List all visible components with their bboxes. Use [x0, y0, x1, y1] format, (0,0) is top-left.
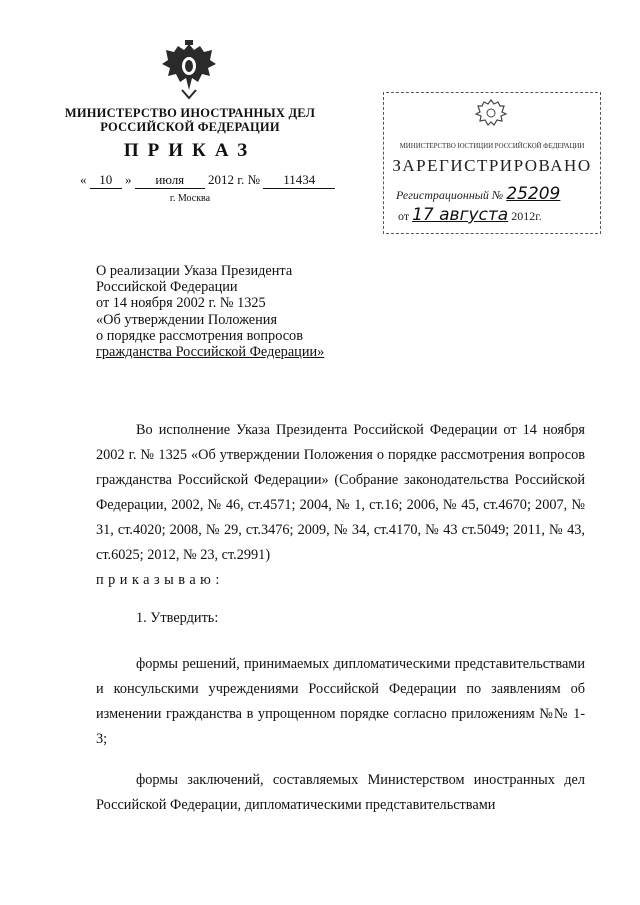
item-1-forms-decisions	[96, 652, 585, 752]
stamp-organization: МИНИСТЕРСТВО ЮСТИЦИИ РОССИЙСКОЙ ФЕДЕРАЦИИ	[399, 142, 585, 150]
item-1-heading: 1. Утвердить:	[136, 610, 219, 626]
stamp-emblem-icon	[474, 96, 508, 130]
preamble-paragraph	[96, 418, 585, 568]
ministry-name	[60, 106, 320, 134]
date-year: 2012 г.	[208, 172, 245, 187]
document-type: ПРИКАЗ	[123, 140, 257, 161]
subject-line-2: Российской Федерации	[96, 279, 238, 296]
forms-conclusions-text: формы заключений, составляемых Министерством иностранных дел Российской Федерации, дипломатическими представительствами	[96, 772, 585, 813]
stamp-date-year: 2012г.	[511, 209, 542, 223]
forms-decisions-text: формы решений, принимаемых дипломатическими представительствами и консульскими учреждениями Российской Федерации по заявлениям об изменении гражданства в упрощенном порядке согласно приложениям №№ 1-3;	[96, 656, 585, 747]
coat-of-arms-emblem	[158, 38, 220, 100]
date-month: июля	[135, 172, 205, 189]
order-number: 11434	[263, 172, 335, 189]
subject-line-1: О реализации Указа Президента	[96, 263, 293, 279]
order-word: приказываю:	[96, 572, 224, 588]
city: г. Москва	[169, 193, 211, 204]
stamp-bottom-border	[386, 233, 598, 234]
stamp-reg-number: 25209	[506, 184, 561, 204]
number-label: №	[247, 172, 261, 187]
subject-line-6: гражданства Российской Федерации»	[96, 344, 325, 361]
stamp-reg-label: Регистрационный №	[396, 188, 504, 202]
stamp-registration	[396, 184, 560, 204]
registration-stamp	[383, 92, 601, 234]
stamp-date-value: 17 августа	[412, 205, 509, 225]
date-day: 10	[90, 172, 122, 189]
date-number-line	[80, 172, 335, 189]
subject-line-5: о порядке рассмотрения вопросов	[96, 327, 303, 344]
date-close-quote: »	[125, 172, 132, 187]
item-1-forms-conclusions	[96, 768, 585, 818]
subject-line-3: от 14 ноября 2002 г. № 1325	[96, 295, 266, 312]
stamp-date	[398, 205, 542, 225]
stamp-date-prefix: от	[398, 209, 410, 223]
order-subject	[96, 263, 324, 360]
ministry-line-2: РОССИЙСКОЙ ФЕДЕРАЦИИ	[100, 120, 280, 134]
stamp-title: ЗАРЕГИСТРИРОВАНО	[392, 156, 592, 175]
date-open-quote: «	[80, 172, 87, 187]
preamble-text: Во исполнение Указа Президента Российской Федерации от 14 ноября 2002 г. № 1325 «Об утверждении Положения о порядке рассмотрения вопросов гражданства Российской Федерации» (Собрание законодательства Российской Федерации, 2002, № 46, ст.4571; 2004, № 1, ст.16; 2006, № 45, ст.4670; 2007, № 31, ст.4020; 2008, № 29, ст.3476; 2009, № 34, ст.4170, № 43 ст.5049; 2011, № 43, ст.6025; 2012, № 23, ст.2991)	[96, 422, 585, 563]
stamp-top-border	[386, 92, 598, 93]
subject-line-4: «Об утверждении Положения	[96, 311, 278, 328]
ministry-line-1: МИНИСТЕРСТВО ИНОСТРАННЫХ ДЕЛ	[64, 106, 316, 120]
